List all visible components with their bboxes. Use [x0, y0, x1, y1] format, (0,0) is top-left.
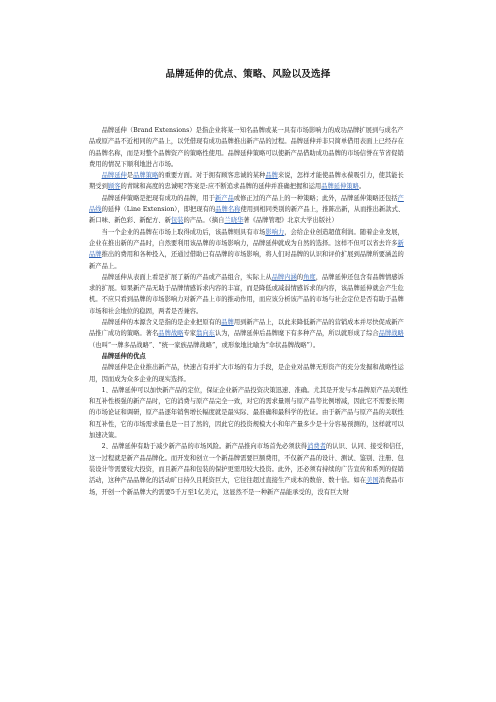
- article-body: [89, 125, 409, 498]
- section-heading: 品牌延伸的优点: [101, 352, 146, 360]
- inline-link[interactable]: 包装: [170, 217, 184, 225]
- inline-link[interactable]: 品牌战略: [158, 330, 184, 338]
- paragraph-text: 专家: [183, 330, 197, 338]
- paragraph-text: 或修正过的产品上的一种策略；此外，品牌延伸策略还包括: [233, 194, 398, 202]
- paragraph-text: 的产品。（摘自: [183, 217, 225, 225]
- inline-link[interactable]: 品牌延伸: [101, 172, 127, 180]
- paragraph-text: 。: [358, 183, 366, 191]
- inline-link[interactable]: 新产品: [214, 194, 234, 202]
- paragraph-text: 消费品市场，开创一个新品牌大约需要5千万至1亿美元，这显然不是一种新产品能承受的，没有巨大财: [89, 477, 404, 496]
- inline-link[interactable]: 翁向东: [196, 330, 215, 338]
- intro-paragraphs: [89, 125, 409, 351]
- advantages-paragraphs: [89, 362, 409, 498]
- paragraph-text: 的延伸（Line Extension），即把现有的: [101, 206, 216, 214]
- paragraph: [89, 441, 409, 497]
- paragraph-text: 是: [126, 172, 134, 180]
- inline-link[interactable]: 顾客: [107, 183, 121, 191]
- paragraph: [89, 317, 409, 351]
- paragraph-text: 推出的费用和各种投入，还通过借助已有品牌的市场影响，将人们对品牌的认识和评价扩展到品牌所要涵盖的新产品上。: [89, 251, 404, 270]
- paragraph: [89, 385, 409, 441]
- paragraph-text: 来说，怎样才能使品牌永葆吸引力，使其能长期受到: [89, 172, 404, 191]
- paragraph-text: 用到新产品上，以此来降低新产品的营销成本并尽快促成新产品推广成功的策略。著名: [89, 319, 404, 338]
- paragraph-text: 1、品牌延伸可以加快新产品的定位，保证企业新产品投资决策迅速、准确。尤其是开发与本品牌原产品关联性和互补性极强的新产品时，它的消费与原产品完全一致，对它的需求量则与原产品等比例增减，因此它不需要长期的市场论证和调研，原产品逐年销售增长幅度就是最实际、最准确和最科学的佐证。由于新产品与原产品的关联性和互补性，它的市场需求量也是一目了然的，因此它的投资规模大小和年产量多少是十分容易预测的，这样就可以加速决策。: [89, 386, 408, 440]
- inline-link[interactable]: 影响力: [265, 228, 285, 236]
- paragraph-text: 品牌延伸从表面上看是扩展了新的产品或产品组合，实际上从: [101, 273, 272, 281]
- paragraph-text: 的认识、认同、接受和信任，这一过程就是新产品品牌化。而开发和创立一个新品牌需要巨额费用，不仅新产品的设计、测试、鉴别、注册、包装设计等需要较大投资，而且新产品和包装的保护更需用较大投资。此外，还必须有持续的广告宣传和系列的促销活动，这种产品品牌化的活动旷日持久且耗资巨大，它往往超过直接生产成本的数倍、数十倍。如在: [89, 443, 408, 485]
- paragraph-text: 品牌延伸策略是把现有成功的品牌，用于: [101, 194, 215, 202]
- inline-link[interactable]: 品牌: [265, 172, 278, 180]
- paragraph: [89, 193, 409, 227]
- paragraph-text: 认为，品牌延伸后品牌麾下有多种产品，所以就形成了综合: [214, 330, 379, 338]
- inline-link[interactable]: 品牌战略: [378, 330, 404, 338]
- paragraph-text: 品牌延伸是企业推出新产品，快速占有并扩大市场的有力手段，是企业对品牌无形资产的充分发掘和战略性运用，因而成为众多企业的现实选择。: [89, 364, 404, 383]
- paragraph-text: 品牌延伸的本源含义是指的是企业把原有的: [101, 319, 222, 327]
- inline-link[interactable]: 品牌延伸策略: [321, 183, 359, 191]
- paragraph-text: ，品牌延伸还包含有品牌情感诉求的扩展。如果新产品无助于品牌情感诉求内容的丰富，而是降低或减弱情感诉求的内容，该品牌延伸就会产生危机。不应只看到品牌的市场影响力对新产品上市的推动作用，而应该分析该产品的市场与社会定位是否有助于品牌市场和社会地位的稳固，两者是否兼容。: [89, 273, 404, 315]
- paragraph-text: 的青睐和高度的忠诚呢?答案是:应不断追求品牌的延伸并准确把握和运用: [120, 183, 322, 191]
- paragraph-text: 使用到相同类别的新产品上，推陈出新，从而推出新款式、新口味、新色彩、新配方、新: [89, 206, 405, 225]
- paragraph: [89, 227, 409, 272]
- inline-link[interactable]: 兰晓华: [224, 217, 244, 225]
- paragraph: [89, 272, 409, 317]
- inline-link[interactable]: 新品牌: [89, 239, 404, 259]
- paragraph-text: 著《品牌管理》北京大学出版社）: [243, 217, 338, 225]
- inline-link[interactable]: 品牌名称: [215, 206, 241, 214]
- paragraph-text: （也叫“一牌多品战略”、“统一家族品牌战略”，或形象地比喻为“伞状品牌战略”）。: [89, 341, 320, 349]
- paragraph: [89, 362, 409, 385]
- inline-link[interactable]: 品牌: [221, 319, 234, 327]
- inline-link[interactable]: 角度: [303, 273, 316, 281]
- inline-link[interactable]: 消费者: [307, 443, 326, 451]
- paragraph-text: 的: [296, 273, 304, 281]
- paragraph: [89, 170, 409, 193]
- paragraph-text: 品牌延伸（Brand Extensions）是指企业将某一知名品牌或某一具有市场影响力的成功品牌扩展到与成名产品或原产品不近相同的产品上，以凭借现有成功品牌推出新产品的过程。品牌延伸并非只简单借用表面上已经存在的品牌名称，而是对整个品牌资产的策略性使用。品牌延伸策略可以使新产品借助成功品牌的市场信誉在节省促销费用的情况下顺利地进占市场。: [89, 127, 404, 168]
- inline-link[interactable]: 产品线: [89, 194, 404, 214]
- page-title: 品牌延伸的优点、策略、风险以及选择: [165, 69, 331, 80]
- paragraph-text: 当一个企业的品牌在市场上取得成功后，该品牌则具有市场: [101, 228, 266, 236]
- inline-link[interactable]: 品牌策略: [133, 172, 159, 180]
- paragraph-text: 的重要方面。对于拥有顾客忠诚的某种: [158, 172, 266, 180]
- paragraph: [89, 125, 409, 170]
- paragraph-text: 2、品牌延伸有助于减少新产品的市场风险。新产品推向市场首先必须获得: [101, 443, 308, 451]
- paragraph-text: ，会给企业创造超值利润。随着企业发展，企业在推出新的产品时，自然要利用该品牌的市场影响力，品牌延伸就成为自然的选择。这样不但可以省去许多: [89, 228, 404, 247]
- inline-link[interactable]: 品牌内涵: [271, 273, 297, 281]
- inline-link[interactable]: 美国: [366, 477, 379, 485]
